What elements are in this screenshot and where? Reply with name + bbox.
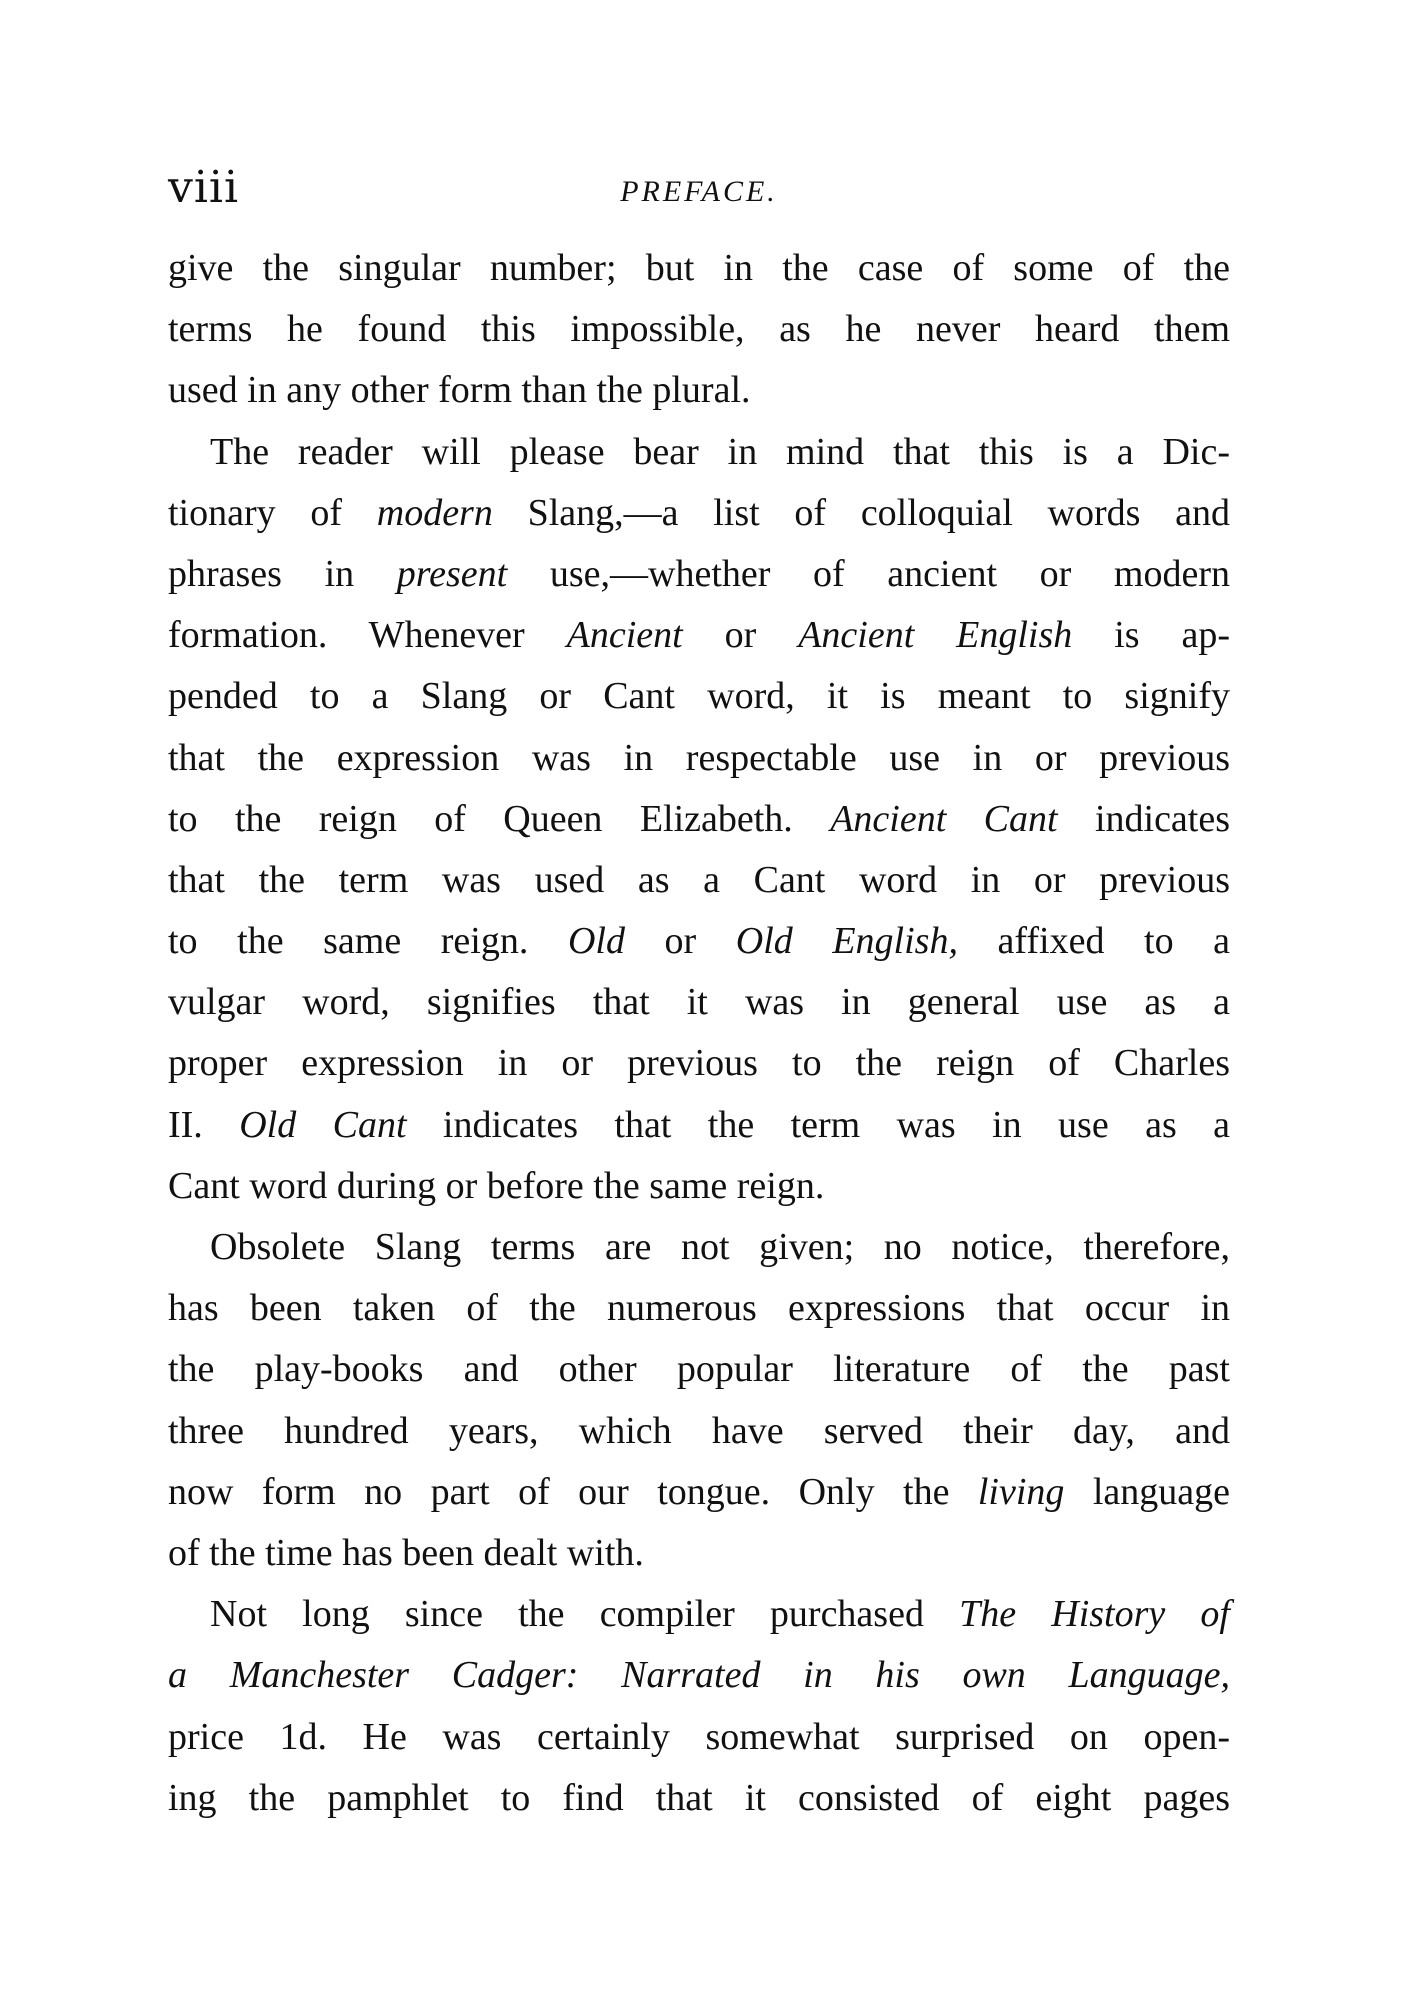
text-segment: phrases in bbox=[168, 552, 397, 595]
text-segment: Slang,—a list of colloquial words and bbox=[492, 491, 1230, 534]
paragraph bbox=[168, 422, 1230, 1217]
text-segment: Cant word during or before the same reign. bbox=[168, 1164, 825, 1207]
paragraph bbox=[168, 1584, 1230, 1829]
text-line bbox=[168, 1278, 1230, 1339]
text-line bbox=[168, 1095, 1230, 1156]
text-line bbox=[168, 360, 1230, 421]
text-segment: Obsolete Slang terms are not given; no notice, therefore, bbox=[210, 1226, 1230, 1268]
text-segment: give the singular number; but in the case of some of the bbox=[168, 247, 1230, 289]
text-line bbox=[168, 605, 1230, 666]
text-segment: price 1d. He was certainly somewhat surprised on open- bbox=[168, 1715, 1230, 1758]
running-head: PREFACE. bbox=[620, 175, 778, 208]
text-segment: that the expression was in respectable use in or previous bbox=[168, 736, 1230, 779]
text-line bbox=[168, 1645, 1230, 1706]
paragraph bbox=[168, 1217, 1230, 1584]
text-line bbox=[168, 1707, 1230, 1768]
italic-text: modern bbox=[376, 491, 493, 534]
preface-text bbox=[168, 238, 1230, 1829]
italic-text: Old bbox=[567, 920, 625, 963]
text-segment: use,—whether of ancient or modern bbox=[507, 552, 1230, 595]
page-number: viii bbox=[168, 162, 240, 213]
text-line bbox=[168, 972, 1230, 1033]
text-line bbox=[168, 1462, 1230, 1523]
italic-text: Old English, bbox=[735, 920, 958, 963]
text-line bbox=[168, 911, 1230, 972]
text-line bbox=[168, 666, 1230, 727]
text-segment: pended to a Slang or Cant word, it is meant to signify bbox=[168, 675, 1230, 718]
text-line bbox=[168, 483, 1230, 544]
italic-text: living bbox=[977, 1470, 1065, 1513]
text-segment: language bbox=[1064, 1470, 1231, 1513]
text-line bbox=[168, 850, 1230, 911]
text-segment: formation. Whenever bbox=[168, 614, 567, 657]
paragraph bbox=[168, 238, 1230, 422]
text-line bbox=[168, 1033, 1230, 1094]
text-line bbox=[168, 544, 1230, 605]
text-segment: now form no part of our tongue. Only the bbox=[168, 1470, 978, 1513]
text-segment: terms he found this impossible, as he never heard them bbox=[168, 308, 1230, 351]
text-line bbox=[168, 1401, 1230, 1462]
text-segment: to the same reign. bbox=[168, 920, 568, 963]
italic-text: a Manchester Cadger: Narrated in his own Language, bbox=[168, 1654, 1230, 1697]
italic-text: The History of bbox=[959, 1593, 1230, 1636]
text-segment: three hundred years, which have served their day, and bbox=[168, 1409, 1230, 1452]
text-segment: affixed to a bbox=[957, 920, 1231, 963]
italic-text: Old Cant bbox=[239, 1103, 407, 1146]
text-segment: of the time has been dealt with. bbox=[168, 1531, 644, 1574]
text-line bbox=[168, 1156, 1230, 1217]
italic-text: Ancient English bbox=[798, 614, 1073, 657]
text-segment: proper expression in or previous to the reign of Charles bbox=[168, 1042, 1230, 1085]
text-segment: Not long since the compiler purchased bbox=[210, 1593, 960, 1636]
italic-text: present bbox=[396, 552, 508, 595]
page-header bbox=[168, 158, 1230, 218]
text-segment: the play-books and other popular literature of the past bbox=[168, 1348, 1230, 1391]
italic-text: Ancient Cant bbox=[830, 797, 1058, 840]
text-line bbox=[168, 299, 1230, 360]
italic-text: Ancient bbox=[566, 614, 683, 657]
text-line bbox=[168, 728, 1230, 789]
text-line bbox=[168, 789, 1230, 850]
text-segment: II. bbox=[168, 1103, 240, 1146]
text-line bbox=[168, 1217, 1230, 1278]
text-segment: vulgar word, signifies that it was in general use as a bbox=[168, 981, 1230, 1024]
text-segment: tionary of bbox=[168, 491, 377, 534]
text-segment: The reader will please bear in mind that this is a Dic- bbox=[210, 430, 1230, 473]
text-segment: indicates that the term was in use as a bbox=[406, 1103, 1231, 1146]
text-line bbox=[168, 1339, 1230, 1400]
text-segment: has been taken of the numerous expressions that occur in bbox=[168, 1287, 1230, 1330]
text-segment: used in any other form than the plural. bbox=[168, 369, 751, 412]
text-segment: that the term was used as a Cant word in or previous bbox=[168, 858, 1230, 901]
text-line bbox=[168, 1523, 1230, 1584]
text-segment: or bbox=[624, 920, 736, 963]
text-line bbox=[168, 422, 1230, 483]
text-segment: indicates bbox=[1057, 797, 1231, 840]
text-segment: or bbox=[682, 614, 799, 657]
text-line bbox=[168, 238, 1230, 299]
text-line bbox=[168, 1584, 1230, 1645]
text-segment: ing the pamphlet to find that it consisted of eight pages bbox=[168, 1776, 1230, 1819]
text-line bbox=[168, 1768, 1230, 1829]
text-segment: is ap- bbox=[1072, 614, 1231, 657]
text-segment: to the reign of Queen Elizabeth. bbox=[168, 797, 831, 840]
